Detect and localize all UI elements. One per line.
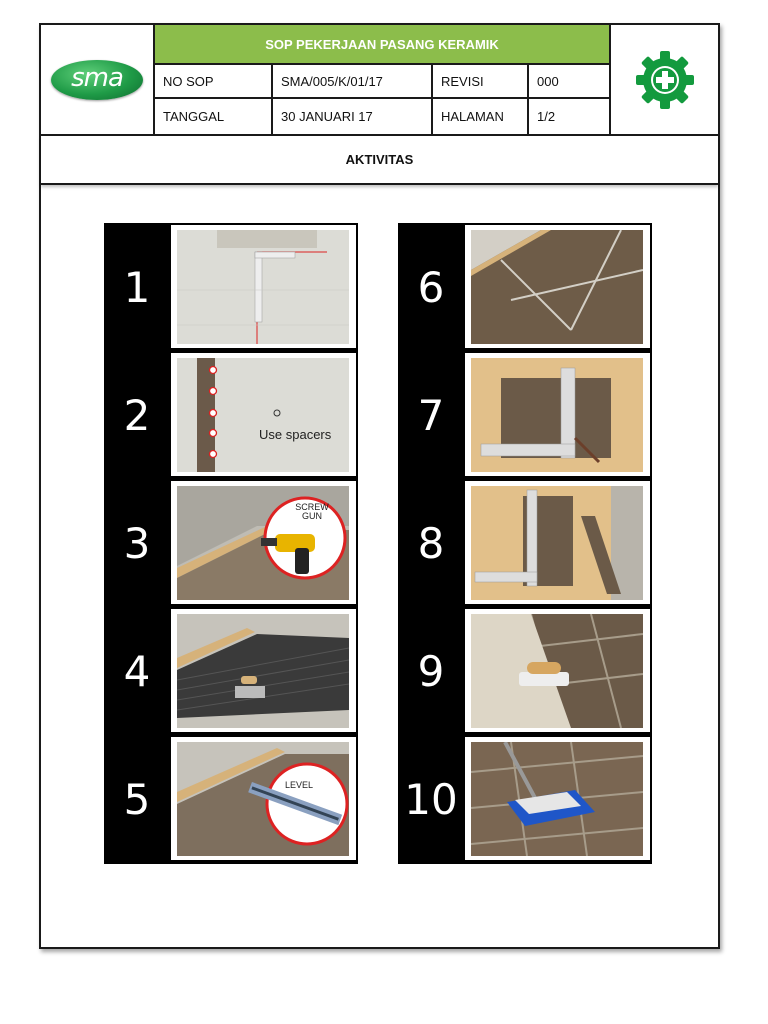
revisi-label: REVISI bbox=[433, 65, 529, 99]
step-number: 9 bbox=[417, 646, 445, 696]
halaman-label: HALAMAN bbox=[433, 99, 529, 134]
step-illustration bbox=[171, 225, 356, 348]
step-6 bbox=[398, 223, 652, 351]
step-caption: SCREW GUN bbox=[295, 502, 329, 521]
step-number: 7 bbox=[417, 390, 445, 440]
steps-left-column bbox=[104, 223, 358, 864]
section-title: AKTIVITAS bbox=[41, 136, 718, 185]
step-illustration bbox=[465, 481, 650, 604]
step-illustration bbox=[171, 609, 356, 732]
trowel-thinset-illustration bbox=[177, 614, 349, 728]
step-number: 4 bbox=[123, 646, 151, 696]
step-5 bbox=[104, 735, 358, 863]
company-logo-cell bbox=[41, 25, 155, 134]
cut-tile-illustration bbox=[471, 486, 643, 600]
step-illustration bbox=[465, 353, 650, 476]
step-number: 2 bbox=[123, 390, 151, 440]
safety-gear-icon bbox=[633, 48, 697, 112]
step-illustration bbox=[171, 481, 356, 604]
step-caption: LEVEL bbox=[285, 780, 314, 790]
level-check-illustration bbox=[177, 742, 349, 856]
tile-placement-illustration bbox=[471, 230, 643, 344]
step-illustration bbox=[465, 737, 650, 860]
sop-title: SOP PEKERJAAN PASANG KERAMIK bbox=[155, 25, 609, 65]
step-caption: Use spacers bbox=[259, 427, 332, 442]
step-illustration bbox=[171, 353, 356, 476]
step-3 bbox=[104, 479, 358, 607]
step-1 bbox=[104, 223, 358, 351]
step-2 bbox=[104, 351, 358, 479]
step-number: 8 bbox=[417, 518, 445, 568]
revisi-value: 000 bbox=[529, 65, 609, 99]
tanggal-label: TANGGAL bbox=[155, 99, 273, 134]
no-sop-value: SMA/005/K/01/17 bbox=[273, 65, 433, 99]
tanggal-value: 30 JANUARI 17 bbox=[273, 99, 433, 134]
sma-logo bbox=[51, 60, 143, 100]
steps-right-column bbox=[398, 223, 652, 864]
sma-logo-text: sma bbox=[71, 62, 123, 93]
step-10 bbox=[398, 735, 652, 863]
sponge-clean-illustration bbox=[471, 742, 643, 856]
step-number: 1 bbox=[123, 262, 151, 312]
grout-float-illustration bbox=[471, 614, 643, 728]
step-number: 10 bbox=[404, 774, 458, 824]
sop-header bbox=[41, 25, 718, 136]
step-4 bbox=[104, 607, 358, 735]
step-number: 5 bbox=[123, 774, 151, 824]
step-7 bbox=[398, 351, 652, 479]
step-illustration bbox=[171, 737, 356, 860]
halaman-value: 1/2 bbox=[537, 109, 556, 124]
step-illustration bbox=[465, 609, 650, 732]
measure-tile-illustration bbox=[471, 358, 643, 472]
no-sop-label: NO SOP bbox=[155, 65, 273, 99]
step-number: 3 bbox=[123, 518, 151, 568]
spacers-illustration bbox=[177, 358, 349, 472]
step-number: 6 bbox=[417, 262, 445, 312]
backer-board-layout-illustration bbox=[177, 230, 349, 344]
safety-logo-cell bbox=[609, 25, 718, 134]
step-illustration bbox=[465, 225, 650, 348]
sop-info-grid bbox=[155, 65, 609, 134]
step-8 bbox=[398, 479, 652, 607]
step-9 bbox=[398, 607, 652, 735]
